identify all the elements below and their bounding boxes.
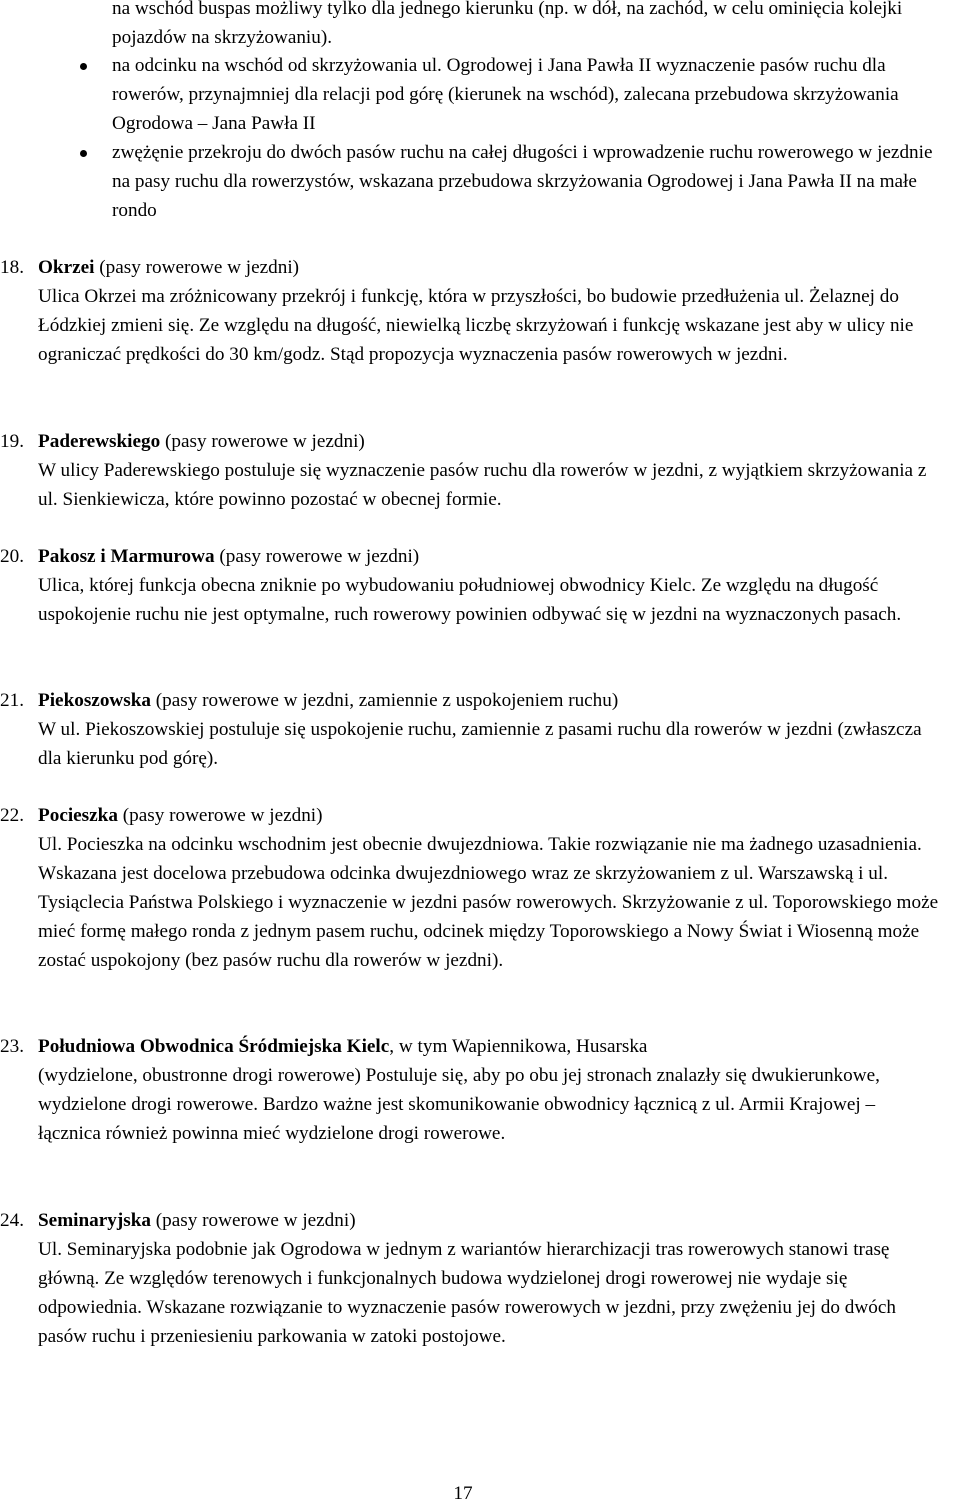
page-number: 17: [453, 1483, 473, 1504]
section-piekoszowska: [0, 686, 940, 773]
section-heading: [0, 1032, 940, 1061]
section-qualifier: (pasy rowerowe w jezdni): [151, 1210, 356, 1231]
section-qualifier: (pasy rowerowe w jezdni, zamiennie z uspokojeniem ruchu): [151, 690, 619, 711]
section-body: Ul. Seminaryjska podobnie jak Ogrodowa w jednym z wariantów hierarchizacji tras rowerowych stanowi trasę główną. Ze względów terenowych i funkcjonalnych budowa wydzielonej drogi rowerowej nie wydaje się odpowiednia. Wskazane rozwiązanie to wyznaczenie pasów rowerowych w jezdni, przy zwężeniu jej do dwóch pasów ruchu i przeniesieniu parkowania w zatoki postojowe.: [38, 1239, 896, 1347]
section-body: Ul. Pocieszka na odcinku wschodnim jest obecnie dwujezdniowa. Takie rozwiązanie nie ma żadnego uzasadnienia. Wskazana jest docelowa przebudowa odcinka dwujezdniowego wraz ze skrzyżowaniem z ul. Warszawską i ul. Tysiąclecia Państwa Polskiego i wyznaczenie w jezdni pasów rowerowych. Skrzyżowanie z ul. Toporowskiego może mieć formę małego ronda z jednym pasem ruchu, odcinek między Toporowskiego a Nowy Świat i Wiosenną może zostać uspokojony (bez pasów ruchu dla rowerów w jezdni).: [38, 834, 939, 971]
section-paderewskiego: [0, 427, 940, 514]
section-heading: [0, 801, 940, 830]
bullet-item: [0, 138, 952, 225]
section-body: W ulicy Paderewskiego postuluje się wyznaczenie pasów ruchu dla rowerów w jezdni, z wyjątkiem skrzyżowania z ul. Sienkiewicza, które powinno pozostać w obecnej formie.: [38, 460, 927, 510]
section-poludniowa-obwodnica: [0, 1032, 940, 1148]
section-number: 22.: [0, 805, 24, 826]
section-qualifier: (pasy rowerowe w jezdni): [214, 546, 420, 567]
section-heading: [0, 542, 940, 571]
street-name: Południowa Obwodnica Śródmiejska Kielc: [38, 1036, 390, 1057]
bullet-icon: [80, 63, 87, 70]
street-name: Paderewskiego: [38, 431, 161, 452]
section-body: Ulica Okrzei ma zróżnicowany przekrój i funkcję, która w przyszłości, bo budowie przedłużenia ul. Żelaznej do Łódzkiej zmieni się. Ze względu na długość, niewielką liczbę skrzyżowań i funkcję wskazane jest aby w ulicy nie ograniczać prędkości do 30 km/godz. Stąd propozycja wyznaczenia pasów rowerowych w jezdni.: [38, 286, 914, 365]
section-number: 19.: [0, 431, 24, 452]
section-heading: [0, 427, 940, 456]
bullet-list: [0, 51, 960, 225]
section-number: 24.: [0, 1210, 24, 1231]
section-number: 21.: [0, 690, 24, 711]
section-pakosz-marmurowa: [0, 542, 940, 629]
section-qualifier: , w tym Wapiennikowa, Husarska: [389, 1036, 648, 1057]
section-number: 18.: [0, 257, 24, 278]
section-qualifier: (pasy rowerowe w jezdni): [94, 257, 300, 278]
section-number: 23.: [0, 1036, 24, 1057]
street-name: Pakosz i Marmurowa: [38, 546, 215, 567]
section-number: 20.: [0, 546, 24, 567]
bullet-icon: [80, 150, 87, 157]
street-name: Seminaryjska: [38, 1210, 151, 1231]
section-body: Ulica, której funkcja obecna zniknie po wybudowaniu południowej obwodnicy Kielc. Ze względu na długość uspokojenie ruchu nie jest optymalne, ruch rowerowy powinien odbywać się w jezdni na wyznaczonych pasach.: [38, 575, 902, 625]
section-qualifier: (pasy rowerowe w jezdni): [160, 431, 365, 452]
section-body: W ul. Piekoszowskiej postuluje się uspokojenie ruchu, zamiennie z pasami ruchu dla rowerów w jezdni (zwłaszcza dla kierunku pod górę).: [38, 719, 922, 769]
section-qualifier: (pasy rowerowe w jezdni): [117, 805, 323, 826]
section-pocieszka: [0, 801, 940, 975]
section-body: (wydzielone, obustronne drogi rowerowe) Postuluje się, aby po obu jej stronach znalazły się dwukierunkowe, wydzielone drogi rowerowe. Bardzo ważne jest skomunikowanie obwodnicy łącznicą z ul. Armii Krajowej – łącznica również powinna mieć wydzielone drogi rowerowe.: [38, 1065, 880, 1144]
street-name: Pocieszka: [38, 805, 118, 826]
bullet-item: [0, 51, 952, 138]
bullet-text: na odcinku na wschód od skrzyżowania ul. Ogrodowej i Jana Pawła II wyznaczenie pasów ruchu dla rowerów, przynajmniej dla relacji pod górę (kierunek na wschód), zalecana przebudowa skrzyżowania Ogrodowa – Jana Pawła II: [112, 55, 899, 134]
continuation-paragraph: na wschód buspas możliwy tylko dla jednego kierunku (np. w dół, na zachód, w celu ominięcia kolejki pojazdów na skrzyżowaniu).: [112, 0, 903, 48]
section-okrzei: [0, 253, 940, 369]
section-heading: [0, 1206, 940, 1235]
section-heading: [0, 253, 940, 282]
bullet-text: zwężęnie przekroju do dwóch pasów ruchu na całej długości i wprowadzenie ruchu rowerowego w jezdnie na pasy ruchu dla rowerzystów, wskazana przebudowa skrzyżowania Ogrodowej i Jana Pawła II na małe rondo: [112, 142, 933, 221]
section-seminaryjska: [0, 1206, 940, 1351]
section-heading: [0, 686, 940, 715]
street-name: Piekoszowska: [38, 690, 151, 711]
street-name: Okrzei: [38, 257, 95, 278]
